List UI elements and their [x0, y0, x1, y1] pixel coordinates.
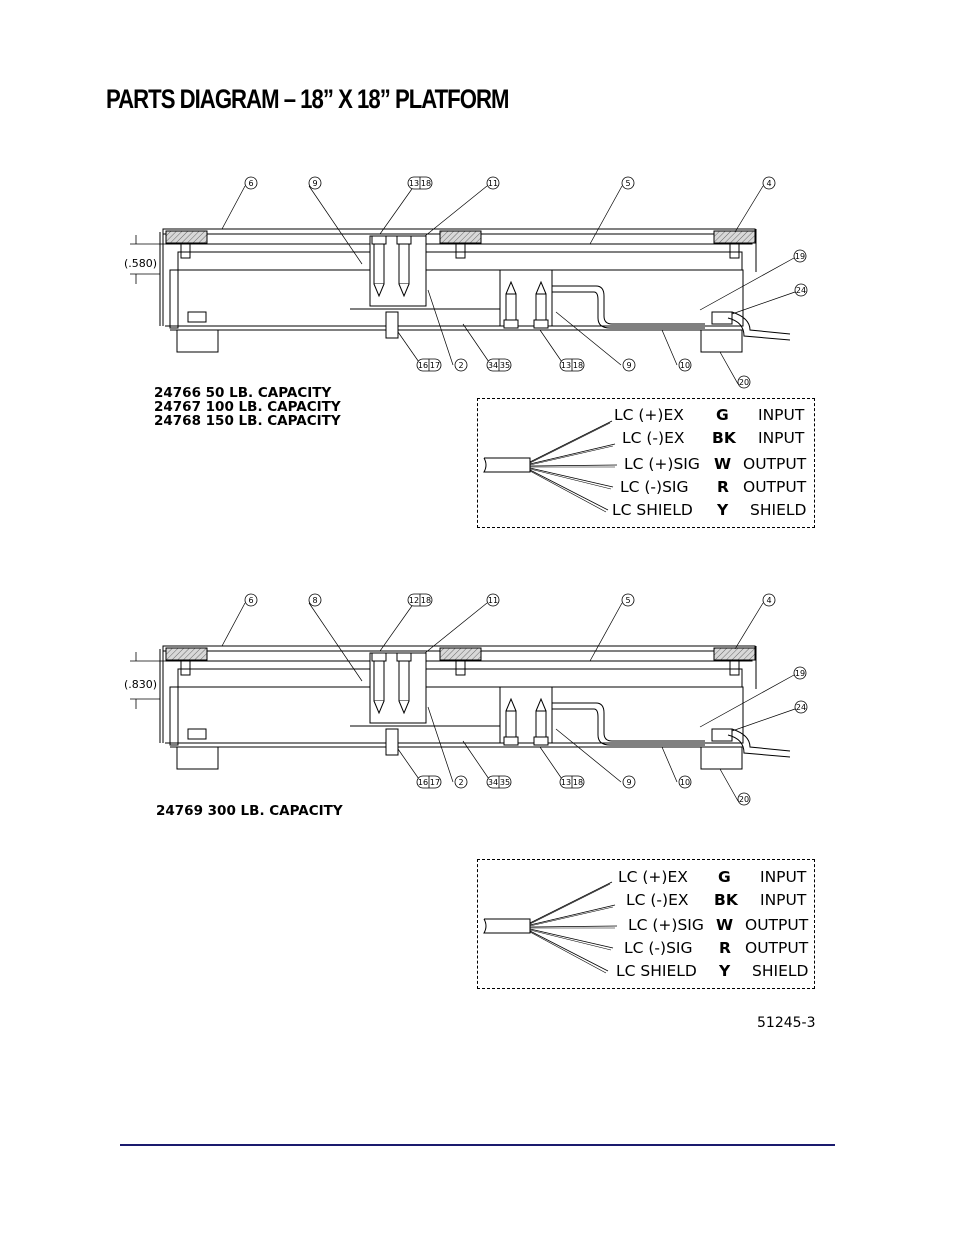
callout-bubble [408, 177, 432, 189]
bolt-shank [536, 294, 546, 320]
wire-signal: LC (+)SIG [624, 455, 700, 473]
callout-bubble [794, 250, 806, 262]
callout-number: 10 [679, 778, 691, 787]
callout-bubble [679, 776, 691, 788]
wire-function: INPUT [760, 891, 807, 909]
wire-signal: LC SHIELD [616, 962, 697, 980]
callout-number: 35 [499, 361, 511, 370]
bolt-head [534, 737, 548, 745]
load-cell-cable [552, 292, 705, 328]
callout-number: 5 [625, 596, 631, 605]
wire-lead [530, 444, 615, 464]
leader-line [380, 186, 414, 234]
callout-bubble [487, 359, 511, 371]
callout-bubble [560, 359, 584, 371]
callout-bubble [738, 793, 750, 805]
wire-color: W [716, 916, 734, 934]
load-cell-cable [552, 709, 705, 745]
spacer [456, 661, 465, 675]
wire-color: G [716, 406, 729, 424]
callout-bubble [487, 594, 499, 606]
bolt-shank [399, 244, 409, 284]
base-frame [178, 687, 743, 743]
callout-bubble [309, 594, 321, 606]
rubber-pad [714, 231, 755, 243]
callout-bubble [560, 776, 584, 788]
side-bracket [170, 687, 178, 745]
mount-screw [386, 729, 398, 755]
base-frame [178, 270, 743, 326]
bolt-shank [506, 294, 516, 320]
bolt-head [372, 653, 386, 661]
wire-color: BK [712, 429, 736, 447]
callout-number: 18 [572, 778, 584, 787]
callout-number: 18 [420, 179, 432, 188]
callout-bubble [417, 776, 441, 788]
capacity-label: 24768 150 LB. CAPACITY [154, 413, 341, 429]
callout-bubble [763, 594, 775, 606]
wire-function: INPUT [758, 429, 805, 447]
wire-lead [530, 423, 610, 463]
callout-number: 20 [738, 378, 750, 387]
leader-line [732, 709, 795, 731]
bolt-head [372, 236, 386, 244]
callout-number: 9 [626, 361, 632, 370]
callout-number: 18 [572, 361, 584, 370]
callout-bubble [622, 177, 634, 189]
callout-number: 2 [458, 361, 464, 370]
spacer [181, 661, 190, 675]
bolt-shank [506, 711, 516, 737]
spacer [456, 244, 465, 258]
wire-color: W [714, 455, 732, 473]
callout-number: 24 [795, 286, 807, 295]
leader-line [735, 186, 763, 232]
leader-line [540, 747, 564, 782]
callout-number: 19 [794, 669, 806, 678]
wire-lead [530, 905, 615, 925]
wire-signal: LC SHIELD [612, 501, 693, 519]
bolt-shank [399, 661, 409, 701]
wire-color: Y [717, 501, 729, 519]
leader-line [662, 747, 677, 782]
callout-bubble [455, 776, 467, 788]
callout-number: 24 [795, 703, 807, 712]
wire-lead [530, 465, 617, 466]
callout-number: 13 [408, 179, 420, 188]
callout-number: 5 [625, 179, 631, 188]
leader-line [540, 330, 564, 365]
callout-number: 12 [408, 596, 420, 605]
callout-number: 4 [766, 179, 772, 188]
wire-signal: LC (+)SIG [628, 916, 704, 934]
page-title: PARTS DIAGRAM – 18” X 18” PLATFORM [106, 84, 509, 114]
callout-number: 13 [560, 778, 572, 787]
rubber-pad [440, 648, 481, 660]
wire-function: INPUT [760, 868, 807, 886]
bolt-head [397, 236, 411, 244]
callout-bubble [795, 284, 807, 296]
callout-number: 17 [429, 778, 441, 787]
wire-function: OUTPUT [743, 478, 807, 496]
leader-line [428, 290, 453, 365]
wire-signal: LC (-)EX [626, 891, 689, 909]
callout-bubble [408, 594, 432, 606]
capacity-label: 24766 50 LB. CAPACITY [154, 385, 332, 401]
callout-number: 18 [420, 596, 432, 605]
wire-lead [530, 884, 610, 924]
nut [188, 729, 206, 739]
leader-line [732, 292, 795, 314]
callout-number: 20 [738, 795, 750, 804]
callout-bubble [245, 594, 257, 606]
leader-line [735, 603, 763, 649]
callout-bubble [763, 177, 775, 189]
spacer [730, 244, 739, 258]
wire-lead [530, 470, 608, 510]
document-number: 51245-3 [757, 1015, 816, 1031]
wire-signal: LC (+)EX [614, 406, 684, 424]
foot [177, 330, 218, 352]
leader-line [720, 769, 738, 801]
wire-signal: LC (-)EX [622, 429, 685, 447]
leader-line [556, 729, 621, 782]
callout-bubble [794, 667, 806, 679]
wire-color: G [718, 868, 731, 886]
callout-bubble [622, 594, 634, 606]
callout-number: 9 [312, 179, 318, 188]
rubber-pad [166, 648, 207, 660]
callout-bubble [795, 701, 807, 713]
callout-number: 35 [499, 778, 511, 787]
callout-number: 13 [560, 361, 572, 370]
bolt-shank [374, 661, 384, 701]
callout-bubble [309, 177, 321, 189]
callout-number: 10 [679, 361, 691, 370]
callout-bubble [738, 376, 750, 388]
wire-color: R [719, 939, 731, 957]
wire-function: OUTPUT [743, 455, 807, 473]
wire-function: SHIELD [752, 962, 809, 980]
callout-bubble [623, 776, 635, 788]
platform-section-1 [124, 177, 807, 388]
leader-line [700, 675, 794, 727]
bolt-head [504, 737, 518, 745]
bolt-shank [536, 711, 546, 737]
mount-screw [386, 312, 398, 338]
bolt-head [504, 320, 518, 328]
rubber-pad [166, 231, 207, 243]
callout-bubble [455, 359, 467, 371]
wire-lead [530, 931, 608, 971]
wire-lead [530, 471, 606, 512]
wire-fan-1 [484, 421, 617, 512]
wire-signal: LC (+)EX [618, 868, 688, 886]
leader-line [556, 312, 621, 365]
callout-number: 17 [429, 361, 441, 370]
leader-line [428, 707, 453, 782]
wire-lead [530, 926, 617, 927]
leader-line [380, 603, 414, 651]
wire-signal: LC (-)SIG [620, 478, 689, 496]
bolt-head [534, 320, 548, 328]
rubber-pad [440, 231, 481, 243]
capacity-label: 24767 100 LB. CAPACITY [154, 399, 341, 415]
leader-line [222, 603, 245, 646]
leader-line [662, 330, 677, 365]
wire-lead [530, 930, 611, 950]
spacer [181, 244, 190, 258]
callout-number: 6 [248, 179, 254, 188]
callout-bubble [679, 359, 691, 371]
platform-section-2 [124, 594, 807, 805]
dimension-label: (.830) [124, 678, 158, 691]
callout-bubble [417, 359, 441, 371]
callout-number: 19 [794, 252, 806, 261]
wire-color: Y [719, 962, 731, 980]
bolt-shank [374, 244, 384, 284]
dimension-label: (.580) [124, 257, 158, 270]
wire-signal: LC (-)SIG [624, 939, 693, 957]
callout-number: 34 [487, 361, 499, 370]
wire-function: INPUT [758, 406, 805, 424]
bolt-head [397, 653, 411, 661]
callout-number: 34 [487, 778, 499, 787]
wire-lead [530, 469, 611, 489]
wire-lead [530, 932, 606, 973]
foot [701, 747, 742, 769]
callout-number: 16 [417, 778, 429, 787]
rubber-pad [714, 648, 755, 660]
callout-number: 11 [487, 596, 499, 605]
wire-function: OUTPUT [745, 916, 809, 934]
callout-number: 6 [248, 596, 254, 605]
nut [188, 312, 206, 322]
callout-bubble [487, 177, 499, 189]
callout-number: 11 [487, 179, 499, 188]
spacer [730, 661, 739, 675]
callout-number: 4 [766, 596, 772, 605]
callout-number: 2 [458, 778, 464, 787]
callout-number: 8 [312, 596, 318, 605]
callout-bubble [245, 177, 257, 189]
wire-fan-2 [484, 882, 617, 973]
wire-color: R [717, 478, 729, 496]
wire-color: BK [714, 891, 738, 909]
wire-function: OUTPUT [745, 939, 809, 957]
leader-line [222, 186, 245, 229]
callout-number: 9 [626, 778, 632, 787]
cable-jacket [484, 458, 530, 472]
capacity-label: 24769 300 LB. CAPACITY [156, 803, 343, 819]
leader-line [720, 352, 738, 384]
foot [701, 330, 742, 352]
leader-line [700, 258, 794, 310]
callout-bubble [623, 359, 635, 371]
callout-number: 16 [417, 361, 429, 370]
cable-jacket [484, 919, 530, 933]
wire-function: SHIELD [750, 501, 807, 519]
callout-bubble [487, 776, 511, 788]
foot [177, 747, 218, 769]
side-bracket [170, 270, 178, 328]
